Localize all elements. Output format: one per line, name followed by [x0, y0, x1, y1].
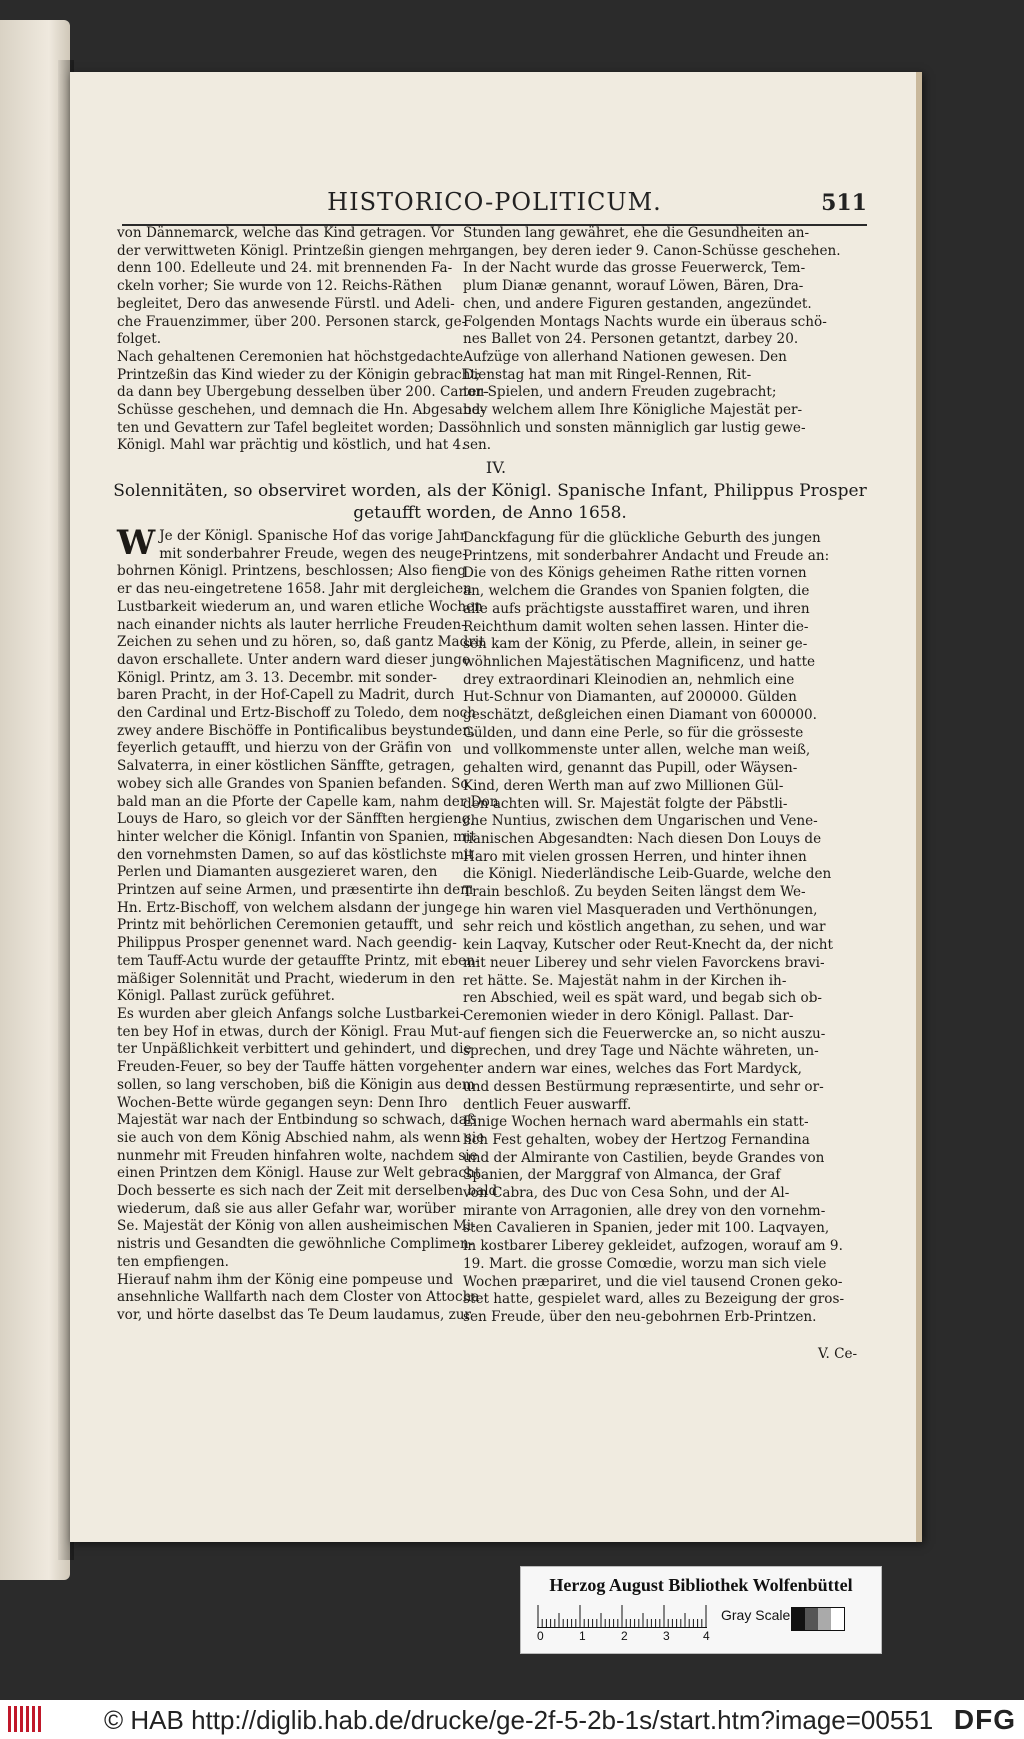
- text-line: In der Nacht wurde das grosse Feuerwerck, Tem-: [463, 260, 806, 277]
- text-line: Königl. Mahl war prächtig und köstlich, und hat 4.: [117, 437, 466, 454]
- logo-bar: [26, 1706, 29, 1732]
- text-line: mit neuer Liberey und sehr vielen Favorckens bravi-: [463, 954, 825, 971]
- text-line: ge hin waren viel Masqueraden und Verthönungen,: [463, 901, 818, 918]
- column-right-main: [463, 530, 845, 1327]
- text-line: geschätzt, deßgleichen einen Diamant von 600000.: [463, 707, 817, 724]
- text-line: den achten will. Sr. Majestät folgte der Päbstli-: [463, 795, 788, 812]
- page-number: 511: [821, 190, 867, 216]
- scale-label: 4: [703, 1629, 710, 1643]
- library-name: Herzog August Bibliothek Wolfenbüttel: [549, 1575, 853, 1595]
- text-line: Die von des Königs geheimen Rathe ritten vornen: [463, 565, 807, 582]
- dfg-logo: DFG: [953, 1704, 1016, 1735]
- text-line: nistris und Gesandten die gewöhnliche Complimen-: [117, 1236, 474, 1253]
- catchword: V. Ce-: [818, 1346, 858, 1362]
- text-line: auf fiengen sich die Feuerwercke an, so nicht auszu-: [463, 1025, 826, 1042]
- text-line: davon erschallete. Unter andern ward dieser junge: [117, 651, 471, 668]
- text-line: Folgenden Montags Nachts wurde ein überaus schö-: [463, 313, 827, 330]
- text-line: Zeichen zu sehen und zu hören, so, daß gantz Madrit: [117, 634, 485, 651]
- text-line: Je der Königl. Spanische Hof das vorige Jahr: [159, 528, 467, 544]
- text-line: lich Fest gehalten, wobey der Hertzog Fernandina: [463, 1131, 810, 1148]
- gray-scale-label: Gray Scale: [721, 1607, 791, 1623]
- section-title-line-2: getaufft worden, de Anno 1658.: [353, 503, 627, 523]
- text-line: Majestät war nach der Entbindung so schwach, daß: [117, 1112, 476, 1129]
- page-edge: [916, 72, 922, 1542]
- text-line: der verwittweten Königl. Printzeßin giengen mehr: [117, 242, 465, 259]
- text-line: in kostbarer Liberey gekleidet, aufzogen, worauf am 9.: [463, 1238, 843, 1255]
- section-title: [110, 480, 870, 524]
- gray-swatch: [831, 1608, 844, 1630]
- text-line: Hierauf nahm ihm der König eine pompeuse und: [117, 1271, 454, 1288]
- gray-swatch: [805, 1608, 818, 1630]
- text-line: Printzens, mit sonderbahrer Andacht und Freude an:: [463, 547, 830, 564]
- text-line: gehalten wird, genannt das Pupill, oder Wäysen-: [463, 760, 798, 777]
- text-line: sen Freude, über den neu-gebohrnen Erb-Printzen.: [463, 1308, 817, 1325]
- text-line: ansehnliche Wallfarth nach dem Closter von Attocha: [117, 1289, 480, 1306]
- text-line: nes Ballet von 24. Personen getantzt, darbey 20.: [463, 331, 799, 348]
- text-line: ret hätte. Se. Majestät nahm in der Kirchen ih-: [463, 972, 787, 989]
- text-line: Schüsse geschehen, und demnach die Hn. Abgesand-: [117, 402, 485, 419]
- text-line: che Nuntius, zwischen dem Ungarischen und Vene-: [463, 813, 818, 830]
- gray-swatch: [818, 1608, 831, 1630]
- logo-bar: [38, 1706, 41, 1732]
- text-line: drey extraordinari Kleinodien an, nehmlich eine: [463, 671, 795, 688]
- text-line: Printz mit behörlichen Ceremonien getaufft, und: [117, 917, 454, 934]
- text-line: zwey andere Bischöffe in Pontificalibus beystunden,: [117, 722, 476, 739]
- text-line: den Cardinal und Ertz-Bischoff zu Toledo, dem noch: [117, 705, 477, 722]
- text-line: tianischen Abgesandten: Nach diesen Don Louys de: [463, 830, 822, 847]
- text-line: den vornehmsten Damen, so auf das köstlichste mit: [117, 846, 474, 863]
- text-line: 19. Mart. die grosse Comœdie, worzu man sich viele: [463, 1255, 827, 1272]
- logo-bar: [32, 1706, 35, 1732]
- text-line: ten bey Hof in etwas, durch der Königl. Frau Mut-: [117, 1023, 463, 1040]
- text-line: baren Pracht, in der Hof-Capell zu Madrit, durch: [117, 687, 455, 704]
- text-line: sprechen, und drey Tage und Nächte währeten, un-: [463, 1043, 819, 1060]
- measure-scale: [537, 1605, 707, 1628]
- text-line: Stunden lang gewähret, ehe die Gesundheiten an-: [463, 225, 810, 241]
- text-line: Lustbarkeit wiederum an, und waren etliche Wochen: [117, 598, 483, 615]
- text-line: ter Unpäßlichkeit verbittert und gehindert, und die: [117, 1041, 472, 1058]
- text-line: söhnlich und sonsten männiglich gar lustig gewe-: [463, 419, 806, 436]
- text-line: mäßiger Solennität und Pracht, wiederum in den: [117, 970, 456, 987]
- text-line: kein Laqvay, Kutscher oder Reut-Knecht da, der nicht: [463, 937, 834, 954]
- text-line: Nach gehaltenen Ceremonien hat höchstgedachte: [117, 348, 464, 365]
- page-header: [122, 184, 867, 226]
- text-line: Einige Wochen hernach ward abermahls ein statt-: [463, 1114, 809, 1131]
- text-line: und dessen Bestürmung repræsentirte, und sehr or-: [463, 1078, 824, 1095]
- text-line: Hn. Ertz-Bischoff, von welchem alsdann der junge: [117, 899, 463, 916]
- text-line: Haro mit vielen grossen Herren, und hinter ihnen: [463, 848, 807, 865]
- text-line: Se. Majestät der König von allen ausheimischen Mi-: [117, 1218, 476, 1235]
- text-line: die Königl. Niederländische Leib-Guarde, welche den: [463, 866, 832, 883]
- text-line: mit sonderbahrer Freude, wegen des neuge-: [159, 545, 467, 562]
- text-line: einen Printzen dem Königl. Hause zur Welt gebracht.: [117, 1165, 485, 1182]
- text-line: tem Tauff-Actu wurde der getauffte Printz, mit eben-: [117, 952, 480, 969]
- text-line: che Frauenzimmer, über 200. Personen starck, ge-: [117, 313, 467, 330]
- text-line: bohrnen Königl. Printzens, beschlossen; Also fieng: [117, 563, 467, 580]
- text-line: gangen, bey deren ieder 9. Canon-Schüsse geschehen.: [463, 242, 841, 259]
- section-number: IV.: [485, 458, 507, 477]
- running-title: HISTORICO-POLITICUM.: [327, 188, 662, 216]
- text-line: und der Almirante von Castilien, beyde Grandes von: [463, 1149, 825, 1166]
- text-line: er das neu-eingetretene 1658. Jahr mit dergleichen: [117, 581, 472, 598]
- text-line: Freuden-Feuer, so bey der Tauffe hätten vorgehen: [117, 1059, 464, 1076]
- text-line: wiederum, daß sie aus aller Gefahr war, worüber: [117, 1200, 456, 1217]
- text-line: an, welchem die Grandes von Spanien folgten, die: [463, 583, 810, 600]
- text-line: sen kam der König, zu Pferde, allein, in seiner ge-: [463, 636, 808, 653]
- column-left-top: [117, 225, 489, 455]
- text-line: nunmehr mit Freuden hinfahren wolte, nachdem sie: [117, 1147, 478, 1164]
- text-line: Aufzüge von allerhand Nationen gewesen. Den: [463, 348, 787, 365]
- text-line: sollen, so lang verschoben, biß die Königin aus dem: [117, 1076, 475, 1093]
- column-left-main: [117, 523, 499, 1325]
- text-line: Kind, deren Werth man auf zwo Millionen Gül-: [463, 777, 784, 794]
- text-line: Reichthum damit wolten sehen lassen. Hinter die-: [463, 618, 809, 635]
- text-line: bey welchem allem Ihre Königliche Majestät per-: [463, 402, 803, 419]
- text-line: Königl. Pallast zurück geführet.: [117, 988, 335, 1005]
- text-line: ter andern war eines, welches das Fort Mardyck,: [463, 1061, 802, 1078]
- text-line: ckeln vorher; Sie wurde von 12. Reichs-Räthen: [117, 278, 442, 295]
- text-line: wobey sich alle Grandes von Spanien befanden. So: [117, 775, 469, 792]
- text-line: Gülden, und dann eine Perle, so für die grösseste: [463, 724, 804, 741]
- text-line: Wochen-Bette würde gegangen seyn: Denn Ihro: [117, 1094, 448, 1111]
- section-title-line-1: Solennitäten, so observiret worden, als der Königl. Spanische Infant, Philippus Prosper: [113, 481, 867, 501]
- text-line: dentlich Feuer auswarff.: [463, 1096, 632, 1113]
- text-line: denn 100. Edelleute und 24. mit brennenden Fa-: [117, 260, 453, 277]
- scale-label: 0: [537, 1629, 544, 1643]
- text-line: plum Dianæ genannt, worauf Löwen, Bären, Dra-: [463, 278, 804, 295]
- drop-cap: W: [117, 523, 156, 563]
- text-line: bald man an die Pforte der Capelle kam, nahm der Don: [117, 793, 499, 810]
- logo-bar: [14, 1706, 17, 1732]
- text-line: hinter welcher die Königl. Infantin von Spanien, mit: [117, 828, 476, 845]
- text-line: Hut-Schnur von Diamanten, auf 200000. Gülden: [463, 689, 797, 706]
- text-line: Philippus Prosper genennet ward. Nach geendig-: [117, 935, 457, 952]
- scale-label: 3: [663, 1629, 670, 1643]
- column-right-top: [463, 225, 841, 455]
- text-line: sie auch von dem König Abschied nahm, als wenn sie: [117, 1129, 485, 1146]
- text-line: sen.: [463, 437, 492, 454]
- logo-bar: [8, 1706, 11, 1732]
- text-line: Louys de Haro, so gleich vor der Sänfften hergieng,: [117, 811, 475, 828]
- text-line: Train beschloß. Zu beyden Seiten längst dem We-: [463, 884, 806, 901]
- text-line: Dienstag hat man mit Ringel-Rennen, Rit-: [463, 366, 752, 383]
- text-line: Salvaterra, in einer köstlichen Sänffte, getragen,: [117, 758, 455, 775]
- text-line: feyerlich getaufft, und hierzu von der Gräfin von: [117, 740, 452, 757]
- text-line: Doch besserte es sich nach der Zeit mit derselben bald: [117, 1183, 498, 1200]
- text-line: und vollkommenste unter allen, welche man weiß,: [463, 742, 811, 759]
- text-line: sehr reich und köstlich angethan, zu sehen, und war: [463, 919, 826, 936]
- scale-label: 2: [621, 1629, 628, 1643]
- text-line: nach einander nichts als lauter herrliche Freuden-: [117, 616, 466, 633]
- text-line: ten empfiengen.: [117, 1253, 229, 1270]
- text-line: Königl. Printz, am 3. 13. Decembr. mit sonder-: [117, 669, 437, 686]
- text-line: sten Cavalieren in Spanien, jeder mit 100. Laqvayen,: [463, 1220, 830, 1237]
- logo-bar: [20, 1706, 23, 1732]
- gray-scale-swatches: [791, 1607, 845, 1631]
- text-line: Perlen und Diamanten ausgezieret waren, den: [117, 864, 438, 881]
- text-line: mirante von Arragonien, alle drey von den vornehm-: [463, 1202, 826, 1219]
- text-line: da dann bey Ubergebung desselben über 200. Canon-: [117, 384, 489, 401]
- text-line: folget.: [117, 331, 162, 348]
- text-line: Es wurden aber gleich Anfangs solche Lustbarkei-: [117, 1005, 465, 1022]
- text-line: ten und Gevattern zur Tafel begleitet worden; Das: [117, 419, 465, 436]
- text-line: Danckfagung für die glückliche Geburth des jungen: [463, 530, 821, 546]
- library-stamp: [520, 1566, 882, 1654]
- scale-label: 1: [579, 1629, 586, 1643]
- text-line: Wochen præpariret, und die viel tausend Cronen geko-: [463, 1273, 843, 1290]
- text-line: wöhnlichen Majestätischen Magnificenz, und hatte: [463, 653, 816, 670]
- text-line: Spanien, der Marggraf von Almanca, der Graf: [463, 1167, 781, 1184]
- text-line: von Cabra, des Duc von Cesa Sohn, und der Al-: [463, 1185, 790, 1202]
- text-line: Printzen auf seine Armen, und præsentirte ihn dem: [117, 882, 474, 899]
- text-line: vor, und hörte daselbst das Te Deum laudamus, zur: [117, 1306, 472, 1323]
- text-line: von Dännemarck, welche das Kind getragen. Vor: [117, 225, 454, 241]
- text-line: begleitet, Dero das anwesende Fürstl. und Adeli-: [117, 295, 455, 312]
- text-line: alle aufs prächtigste ausstaffiret waren, und ihren: [463, 600, 810, 617]
- text-line: stet hatte, gespielet ward, alles zu Bezeigung der gros-: [463, 1291, 845, 1308]
- text-line: ren Abschied, weil es spät ward, und begab sich ob-: [463, 990, 823, 1007]
- text-line: ter-Spielen, und andern Freuden zugebracht;: [463, 384, 777, 401]
- footer-url[interactable]: © HAB http://diglib.hab.de/drucke/ge-2f-5-2b-1s/start.htm?image=00551: [104, 1705, 934, 1735]
- footer-bar: [0, 1700, 1024, 1739]
- hab-logo-icon: [6, 1704, 46, 1734]
- text-line: Ceremonien wieder in dero Königl. Pallast. Dar-: [463, 1007, 794, 1024]
- gray-swatch: [792, 1608, 805, 1630]
- text-line: Printzeßin das Kind wieder zu der Königin gebracht;: [117, 366, 481, 383]
- text-line: chen, und andere Figuren gestanden, angezündet.: [463, 295, 812, 312]
